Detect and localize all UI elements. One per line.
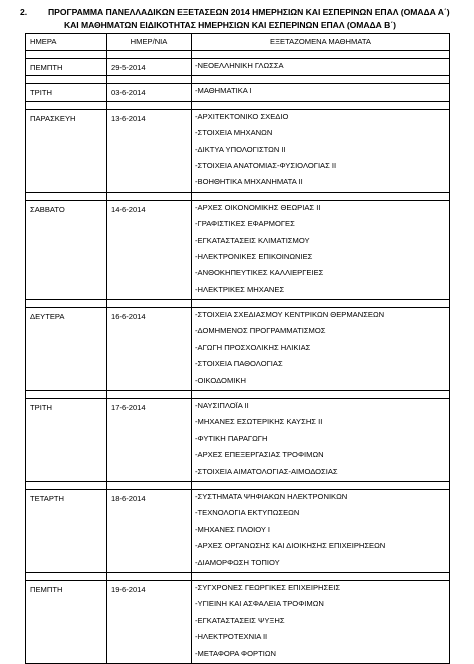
- subject-item: -ΑΡΧΕΣ ΕΠΕΞΕΡΓΑΣΙΑΣ ΤΡΟΦΙΜΩΝ: [195, 450, 324, 460]
- spacer-cell: [107, 300, 192, 308]
- row-spacer: [26, 481, 450, 489]
- subject-item: -ΑΓΩΓΗ ΠΡΟΣΧΟΛΙΚΗΣ ΗΛΙΚΙΑΣ: [195, 342, 311, 352]
- subject-item: -ΣΤΟΙΧΕΙΑ ΜΗΧΑΝΩΝ: [195, 128, 273, 138]
- spacer-cell: [107, 481, 192, 489]
- subject-item: -ΗΛΕΚΤΡΟΤΕΧΝΙΑ ΙΙ: [195, 632, 268, 642]
- subject-item: -ΜΕΤΑΦΟΡΑ ΦΟΡΤΙΩΝ: [195, 648, 277, 658]
- subject-item: -ΜΑΘΗΜΑΤΙΚΑ Ι: [195, 86, 252, 96]
- table-row: [26, 399, 450, 482]
- day-cell: ΣΑΒΒΑΤΟ: [26, 200, 107, 299]
- subject-item: -ΦΥΤΙΚΗ ΠΑΡΑΓΩΓΗ: [195, 433, 268, 443]
- subject-item: -ΣΤΟΙΧΕΙΑ ΑΙΜΑΤΟΛΟΓΙΑΣ-ΑΙΜΟΔΟΣΙΑΣ: [195, 466, 338, 476]
- subject-item: -ΜΗΧΑΝΕΣ ΕΣΩΤΕΡΙΚΗΣ ΚΑΥΣΗΣ ΙΙ: [195, 417, 323, 427]
- date-cell: 18-6-2014: [107, 489, 192, 572]
- subject-item: -ΟΙΚΟΔΟΜΙΚΗ: [195, 375, 246, 385]
- date-cell: 16-6-2014: [107, 308, 192, 391]
- subjects-cell: [192, 200, 450, 299]
- subject-item: -ΑΝΘΟΚΗΠΕΥΤΙΚΕΣ ΚΑΛΛΙΕΡΓΕΙΕΣ: [195, 268, 324, 278]
- subject-item: -ΣΥΣΤΗΜΑΤΑ ΨΗΦΙΑΚΩΝ ΗΛΕΚΤΡΟΝΙΚΩΝ: [195, 491, 348, 501]
- spacer-cell: [26, 192, 107, 200]
- subject-item: -ΕΓΚΑΤΑΣΤΑΣΕΙΣ ΚΛΙΜΑΤΙΣΜΟΥ: [195, 235, 310, 245]
- spacer-cell: [26, 76, 107, 84]
- spacer-cell: [192, 101, 450, 109]
- subject-item: -ΕΓΚΑΤΑΣΤΑΣΕΙΣ ΨΥΞΗΣ: [195, 615, 285, 625]
- date-cell: 17-6-2014: [107, 399, 192, 482]
- spacer-cell: [107, 572, 192, 580]
- table-header-row: [26, 34, 450, 51]
- spacer-cell: [26, 481, 107, 489]
- exam-schedule-table: [25, 33, 450, 664]
- spacer-cell: [107, 101, 192, 109]
- row-spacer: [26, 192, 450, 200]
- day-cell: ΔΕΥΤΕΡΑ: [26, 308, 107, 391]
- spacer-cell: [26, 572, 107, 580]
- spacer-cell: [192, 192, 450, 200]
- spacer-cell: [192, 51, 450, 59]
- day-cell: ΠΑΡΑΣΚΕΥΗ: [26, 109, 107, 192]
- spacer-cell: [107, 192, 192, 200]
- subject-item: -ΥΓΙΕΙΝΗ ΚΑΙ ΑΣΦΑΛΕΙΑ ΤΡΟΦΙΜΩΝ: [195, 599, 324, 609]
- subject-item: -ΒΟΗΘΗΤΙΚΑ ΜΗΧΑΝΗΜΑΤΑ ΙΙ: [195, 177, 303, 187]
- subjects-cell: [192, 489, 450, 572]
- subject-item: -ΗΛΕΚΤΡΟΝΙΚΕΣ ΕΠΙΚΟΙΝΩΝΙΕΣ: [195, 251, 313, 261]
- subject-item: -ΣΤΟΙΧΕΙΑ ΑΝΑΤΟΜΙΑΣ-ΦΥΣΙΟΛΟΓΙΑΣ ΙΙ: [195, 160, 337, 170]
- day-cell: ΤΡΙΤΗ: [26, 399, 107, 482]
- heading-title-line-1: ΠΡΟΓΡΑΜΜΑ ΠΑΝΕΛΛΑΔΙΚΩΝ ΕΞΕΤΑΣΕΩΝ 2014 ΗΜΕΡΗΣΙΩΝ ΚΑΙ ΕΣΠΕΡΙΝΩΝ ΕΠΑΛ (ΟΜΑΔΑ Α΄): [48, 7, 450, 17]
- table-row: [26, 84, 450, 101]
- subject-item: -ΑΡΧΕΣ ΟΙΚΟΝΟΜΙΚΗΣ ΘΕΩΡΙΑΣ ΙΙ: [195, 202, 321, 212]
- table-row: [26, 308, 450, 391]
- subject-item: -ΣΤΟΙΧΕΙΑ ΠΑΘΟΛΟΓΙΑΣ: [195, 359, 283, 369]
- subject-item: -ΔΙΑΜΟΡΦΩΣΗ ΤΟΠΙΟΥ: [195, 557, 280, 567]
- subjects-cell: [192, 580, 450, 663]
- subject-item: -ΝΕΟΕΛΛΗΝΙΚΗ ΓΛΩΣΣΑ: [195, 61, 284, 70]
- section-number: 2.: [20, 7, 28, 17]
- date-cell: 03-6-2014: [107, 84, 192, 101]
- subject-item: -ΤΕΧΝΟΛΟΓΙΑ ΕΚΤΥΠΩΣΕΩΝ: [195, 508, 300, 518]
- subject-item: -ΣΥΓΧΡΟΝΕΣ ΓΕΩΡΓΙΚΕΣ ΕΠΙΧΕΙΡΗΣΕΙΣ: [195, 582, 341, 592]
- header-day: ΗΜΕΡΑ: [26, 34, 107, 51]
- row-spacer: [26, 391, 450, 399]
- subjects-cell: [192, 308, 450, 391]
- row-spacer: [26, 101, 450, 109]
- table-body: [26, 51, 450, 664]
- day-cell: ΠΕΜΠΤΗ: [26, 59, 107, 76]
- header-subjects: ΕΞΕΤΑΖΟΜΕΝΑ ΜΑΘΗΜΑΤΑ: [192, 34, 450, 51]
- table-row: [26, 59, 450, 76]
- spacer-cell: [192, 391, 450, 399]
- table-row: [26, 580, 450, 663]
- spacer-cell: [26, 101, 107, 109]
- spacer-cell: [107, 391, 192, 399]
- subject-item: -ΔΙΚΤΥΑ ΥΠΟΛΟΓΙΣΤΩΝ ΙΙ: [195, 144, 286, 154]
- spacer-cell: [192, 481, 450, 489]
- subject-item: -ΔΟΜΗΜΕΝΟΣ ΠΡΟΓΡΑΜΜΑΤΙΣΜΟΣ: [195, 326, 326, 336]
- spacer-cell: [107, 51, 192, 59]
- spacer-cell: [26, 51, 107, 59]
- date-cell: 13-6-2014: [107, 109, 192, 192]
- subject-item: -ΓΡΑΦΙΣΤΙΚΕΣ ΕΦΑΡΜΟΓΕΣ: [195, 219, 295, 229]
- subject-item: -ΑΡΧΙΤΕΚΤΟΝΙΚΟ ΣΧΕΔΙΟ: [195, 111, 289, 121]
- heading-line-1: [0, 6, 474, 19]
- header-date: ΗΜΕΡ/ΝΙΑ: [107, 34, 192, 51]
- row-spacer: [26, 572, 450, 580]
- subject-item: -ΣΤΟΙΧΕΙΑ ΣΧΕΔΙΑΣΜΟΥ ΚΕΝΤΡΙΚΩΝ ΘΕΡΜΑΝΣΕΩΝ: [195, 310, 385, 320]
- subjects-cell: [192, 399, 450, 482]
- day-cell: ΤΡΙΤΗ: [26, 84, 107, 101]
- document-heading: [0, 6, 474, 32]
- spacer-cell: [107, 76, 192, 84]
- subject-item: -ΑΡΧΕΣ ΟΡΓΑΝΩΣΗΣ ΚΑΙ ΔΙΟΙΚΗΣΗΣ ΕΠΙΧΕΙΡΗΣΕΩΝ: [195, 541, 386, 551]
- date-cell: 14-6-2014: [107, 200, 192, 299]
- spacer-cell: [192, 572, 450, 580]
- table-row: [26, 200, 450, 299]
- spacer-cell: [192, 76, 450, 84]
- spacer-cell: [26, 391, 107, 399]
- day-cell: ΤΕΤΑΡΤΗ: [26, 489, 107, 572]
- row-spacer: [26, 300, 450, 308]
- row-spacer: [26, 51, 450, 59]
- subject-item: -ΝΑΥΣΙΠΛΟΪΑ ΙΙ: [195, 401, 249, 411]
- day-cell: ΠΕΜΠΤΗ: [26, 580, 107, 663]
- spacer-cell: [192, 300, 450, 308]
- row-spacer: [26, 76, 450, 84]
- subjects-cell: [192, 59, 450, 76]
- heading-title-line-2: ΚΑΙ ΜΑΘΗΜΑΤΩΝ ΕΙΔΙΚΟΤΗΤΑΣ ΗΜΕΡΗΣΙΩΝ ΚΑΙ ΕΣΠΕΡΙΝΩΝ ΕΠΑΛ (ΟΜΑΔΑ Β΄): [64, 20, 396, 30]
- table-row: [26, 109, 450, 192]
- date-cell: 29-5-2014: [107, 59, 192, 76]
- spacer-cell: [26, 300, 107, 308]
- subject-item: -ΜΗΧΑΝΕΣ ΠΛΟΙΟΥ Ι: [195, 524, 271, 534]
- subjects-cell: [192, 84, 450, 101]
- subjects-cell: [192, 109, 450, 192]
- subject-item: -ΗΛΕΚΤΡΙΚΕΣ ΜΗΧΑΝΕΣ: [195, 284, 285, 294]
- date-cell: 19-6-2014: [107, 580, 192, 663]
- table-row: [26, 489, 450, 572]
